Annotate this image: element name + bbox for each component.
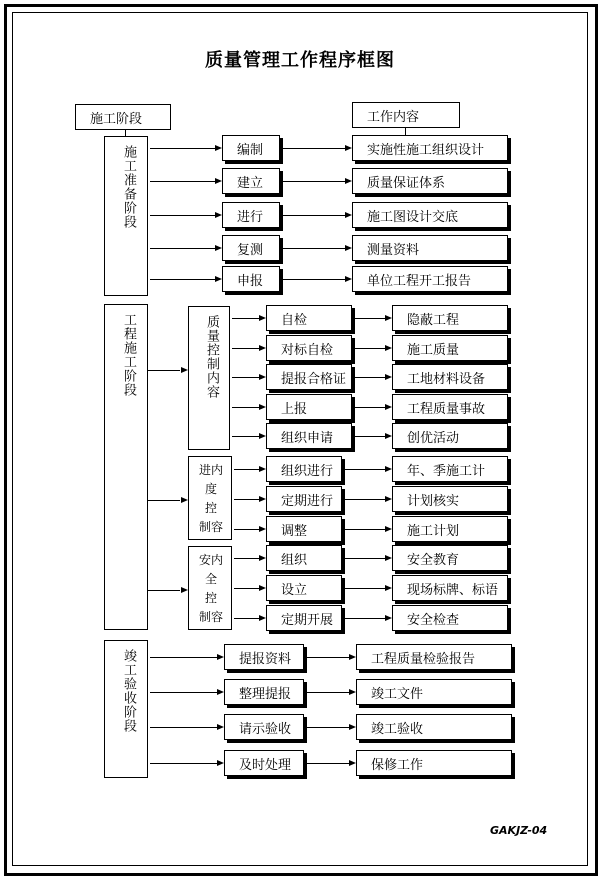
arrow-head — [215, 178, 222, 184]
connector — [150, 763, 217, 764]
action-box: 提报资料 — [224, 644, 304, 670]
connector — [234, 588, 259, 589]
stage-box-prep — [104, 136, 148, 296]
content-box: 现场标牌、标语 — [392, 575, 508, 601]
arrow-head — [345, 212, 352, 218]
arrow-head — [215, 245, 222, 251]
stage-label-accept: 竣工验收阶段 — [121, 649, 136, 733]
connector — [342, 618, 385, 619]
connector — [150, 279, 215, 280]
connector — [342, 499, 385, 500]
connector — [304, 657, 349, 658]
arrow-head — [385, 466, 392, 472]
connector — [352, 348, 385, 349]
arrow-head — [217, 724, 224, 730]
arrow-head — [349, 689, 356, 695]
stage-box-accept — [104, 640, 148, 778]
content-box: 单位工程开工报告 — [352, 266, 508, 292]
content-box: 计划核实 — [392, 486, 508, 512]
action-box: 自检 — [266, 305, 352, 331]
arrow-head — [259, 585, 266, 591]
arrow-head — [259, 315, 266, 321]
action-box: 调整 — [266, 516, 342, 542]
connector — [150, 148, 215, 149]
content-box: 工地材料设备 — [392, 364, 508, 390]
connector — [148, 370, 180, 371]
arrow-head — [385, 555, 392, 561]
connector — [148, 590, 180, 591]
stage-label-build: 工程施工阶段 — [121, 313, 136, 397]
arrow-head — [217, 654, 224, 660]
arrow-head — [181, 367, 188, 373]
group-label-progress: 进内 度 控 制容 — [198, 463, 223, 534]
connector — [150, 727, 217, 728]
document-code: GAKJZ-04 — [490, 824, 548, 837]
arrow-head — [259, 615, 266, 621]
content-box: 施工质量 — [392, 335, 508, 361]
connector — [304, 692, 349, 693]
arrow-head — [181, 497, 188, 503]
arrow-head — [259, 374, 266, 380]
arrow-head — [349, 760, 356, 766]
action-box: 编制 — [222, 135, 280, 161]
arrow-head — [385, 496, 392, 502]
connector — [232, 377, 259, 378]
connector — [232, 407, 259, 408]
arrow-head — [385, 374, 392, 380]
connector — [280, 215, 345, 216]
action-box: 申报 — [222, 266, 280, 292]
action-box: 进行 — [222, 202, 280, 228]
connector — [280, 148, 345, 149]
group-box-quality — [188, 306, 230, 450]
arrow-head — [385, 585, 392, 591]
arrow-head — [181, 587, 188, 593]
content-box: 年、季施工计 — [392, 456, 508, 482]
arrow-head — [345, 276, 352, 282]
connector — [342, 558, 385, 559]
connector — [232, 318, 259, 319]
connector — [342, 469, 385, 470]
arrow-head — [259, 404, 266, 410]
content-box: 工程质量检验报告 — [356, 644, 512, 670]
connector — [234, 499, 259, 500]
page-title: 质量管理工作程序框图 — [205, 50, 395, 71]
group-label-safety: 安内 全 控 制容 — [198, 553, 223, 624]
connector — [352, 407, 385, 408]
action-box: 组织 — [266, 545, 342, 571]
content-box: 工程质量事故 — [392, 394, 508, 420]
arrow-head — [215, 276, 222, 282]
action-box: 组织申请 — [266, 423, 352, 449]
connector — [234, 469, 259, 470]
content-box: 施工计划 — [392, 516, 508, 542]
connector — [234, 618, 259, 619]
action-box: 整理提报 — [224, 679, 304, 705]
connector — [150, 657, 217, 658]
connector — [234, 529, 259, 530]
connector — [342, 529, 385, 530]
action-box: 设立 — [266, 575, 342, 601]
arrow-head — [349, 724, 356, 730]
arrow-head — [259, 433, 266, 439]
connector — [280, 279, 345, 280]
stage-header: 施工阶段 — [75, 104, 171, 130]
group-box-progress — [188, 456, 232, 540]
arrow-head — [259, 345, 266, 351]
arrow-head — [385, 315, 392, 321]
arrow-head — [215, 212, 222, 218]
action-box: 建立 — [222, 168, 280, 194]
action-box: 复测 — [222, 235, 280, 261]
arrow-head — [259, 526, 266, 532]
stage-box-build — [104, 304, 148, 630]
group-box-safety — [188, 546, 232, 630]
connector — [150, 248, 215, 249]
arrow-head — [345, 245, 352, 251]
connector — [150, 215, 215, 216]
action-box: 组织进行 — [266, 456, 342, 482]
content-box: 保修工作 — [356, 750, 512, 776]
connector — [342, 588, 385, 589]
content-box: 施工图设计交底 — [352, 202, 508, 228]
connector — [150, 181, 215, 182]
arrow-head — [385, 615, 392, 621]
connector — [148, 500, 180, 501]
action-box: 提报合格证 — [266, 364, 352, 390]
connector — [352, 377, 385, 378]
arrow-head — [259, 466, 266, 472]
connector — [232, 436, 259, 437]
content-box: 实施性施工组织设计 — [352, 135, 508, 161]
action-box: 对标自检 — [266, 335, 352, 361]
action-box: 定期进行 — [266, 486, 342, 512]
connector — [280, 181, 345, 182]
arrow-head — [215, 145, 222, 151]
arrow-head — [217, 760, 224, 766]
content-box: 安全检查 — [392, 605, 508, 631]
arrow-head — [345, 145, 352, 151]
action-box: 请示验收 — [224, 714, 304, 740]
arrow-head — [385, 526, 392, 532]
content-box: 隐蔽工程 — [392, 305, 508, 331]
content-box: 创优活动 — [392, 423, 508, 449]
connector — [304, 727, 349, 728]
arrow-head — [349, 654, 356, 660]
arrow-head — [345, 178, 352, 184]
content-box: 竣工文件 — [356, 679, 512, 705]
arrow-head — [259, 555, 266, 561]
content-box: 测量资料 — [352, 235, 508, 261]
connector — [232, 348, 259, 349]
connector — [280, 248, 345, 249]
connector — [352, 436, 385, 437]
arrow-head — [385, 345, 392, 351]
connector — [150, 692, 217, 693]
content-header: 工作内容 — [352, 102, 460, 128]
connector — [304, 763, 349, 764]
arrow-head — [385, 404, 392, 410]
arrow-head — [259, 496, 266, 502]
action-box: 定期开展 — [266, 605, 342, 631]
group-label-quality: 质量控制内容 — [204, 315, 219, 399]
content-box: 竣工验收 — [356, 714, 512, 740]
action-box: 及时处理 — [224, 750, 304, 776]
content-box: 质量保证体系 — [352, 168, 508, 194]
connector — [352, 318, 385, 319]
content-box: 安全教育 — [392, 545, 508, 571]
arrow-head — [217, 689, 224, 695]
arrow-head — [385, 433, 392, 439]
action-box: 上报 — [266, 394, 352, 420]
connector — [234, 558, 259, 559]
stage-label-prep: 施工准备阶段 — [121, 145, 136, 229]
